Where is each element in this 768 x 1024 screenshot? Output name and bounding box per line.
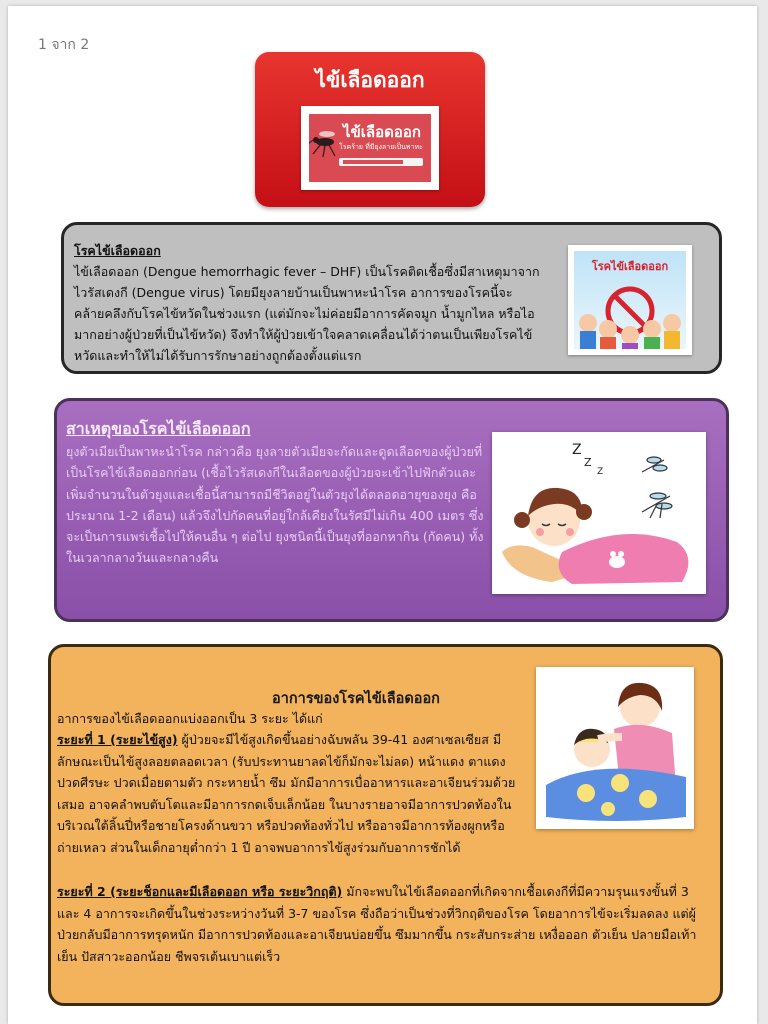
page-indicator: 1 จาก 2 (38, 37, 90, 53)
cause-card (54, 398, 729, 622)
mosquito-icon (642, 457, 672, 518)
svg-text:Z: Z (597, 467, 604, 477)
intro-card (61, 222, 722, 374)
logo-picture (309, 114, 431, 182)
stage1-label: ระยะที่ 1 (ระยะไข้สูง) (57, 732, 178, 747)
sick-child-illustration (536, 667, 694, 829)
svg-text:Z: Z (584, 456, 592, 469)
sleeping-girl-icon (492, 432, 706, 594)
symptom-intro: อาการของไข้เลือดออกแบ่งออกเป็น 3 ระยะ ได้แก่ (57, 711, 323, 726)
symptom-card (48, 644, 723, 1006)
intro-photo-caption: โรคไข้เลือดออก (591, 260, 669, 273)
intro-heading: โรคไข้เลือดออก (74, 243, 161, 258)
cause-heading: สาเหตุของโรคไข้เลือดออก (66, 419, 251, 438)
title-banner (255, 52, 485, 207)
stage1-text: ผู้ป่วยจะมีไข้สูงเกิดขึ้นอย่างฉับพลัน 39-41 องศาเซลเซียส มีลักษณะเป็นไข้สูงลอยตลอดเวลา (รับประทานยาลดไข้ก็มักจะไม่ลด) หน้าแดง ตาแดง ปวดศีรษะ ปวดเมื่อยตามตัว กระหายน้ำ ซึม มักมีอาการเบื่ออาหารและอาเจียนร่วมด้วยเสมอ อาจคลำพบตับโตและมีอาการกดเจ็บเล็กน้อย ในบางรายอาจมีอาการปวดท้องในบริเวณใต้ลิ้นปี่หรือชายโครงด้านขวา หรือปวดท้องทั่วไป หรืออาจมีอาการท้องผูกหรือถ่ายเหลว ส่วนในเด็กอายุต่ำกว่า 1 ปี อาจพบอาการไข้สูงร่วมกับอาการชักได้ (57, 732, 516, 855)
intro-photo-picture (574, 251, 686, 349)
logo-title: ไข้เลือดออก (343, 123, 421, 141)
intro-text: ไข้เลือดออก (Dengue hemorrhagic fever – DHF) เป็นโรคติดเชื้อซึ่งมีสาเหตุมาจากไวรัสเดงกี (Dengue virus) โดยมียุงลายบ้านเป็นพาหะนำโรค อาการของโรคนี้จะคล้ายคลึงกับโรคไข้หวัดในช่วงแรก (แต่มักจะไม่ค่อยมีอาการคัดจมูก น้ำมูกไหล หรือไอมากอย่างผู้ป่วยที่เป็นไข้หวัด) จึงทำให้ผู้ป่วยเข้าใจคลาดเคลื่อนได้ว่าตนเป็นเพียงโรคไข้หวัดและทำให้ไม่ได้รับการรักษาอย่างถูกต้องตั้งแต่แรก (74, 264, 540, 363)
children-illustration-icon (574, 271, 686, 349)
document-page (8, 6, 757, 1024)
sleeping-girl-illustration (492, 432, 706, 594)
stage2-paragraph (57, 881, 697, 967)
stage1-paragraph (57, 729, 522, 858)
stage2-label: ระยะที่ 2 (ระยะช็อกและมีเลือดออก หรือ ระยะวิกฤติ) (57, 884, 343, 899)
logo-image (301, 106, 439, 190)
intro-photo (568, 245, 692, 355)
cause-text: ยุงตัวเมียเป็นพาหะนำโรค กล่าวคือ ยุงลายตัวเมียจะกัดและดูดเลือดของผู้ป่วยที่เป็นโรคไข้เลือดออกก่อน (เชื้อไวรัสเดงกีในเลือดของผู้ป่วยจะเข้าไปฟักตัวและเพิ่มจำนวนในตัวยุงและเชื้อนี้สามารถมีชีวิตอยู่ในตัวยุงได้ตลอดอายุของยุง คือ ประมาณ 1-2 เดือน) แล้วจึงไปกัดคนที่อยู่ใกล้เคียงในรัศมีไม่เกิน 400 เมตร ซึ่งจะเป็นการแพร่เชื้อไปให้คนอื่น ๆ ต่อไป ยุงชนิดนี้เป็นยุงที่ออกหากิน (กัดคน) ทั้งในเวลากลางวันและกลางคืน (66, 444, 484, 566)
logo-subtitle: โรคร้าย ที่มียุงลายเป็นพาหะ (339, 143, 423, 151)
svg-text:Z: Z (572, 442, 582, 458)
sick-child-icon (536, 667, 694, 829)
symptom-heading: อาการของโรคไข้เลือดออก (272, 691, 440, 707)
page-title: ไข้เลือดออก (315, 68, 425, 92)
thermometer-icon (339, 158, 423, 166)
stage2-text: มักจะพบในไข้เลือดออกที่เกิดจากเชื้อเดงกีที่มีความรุนแรงขั้นที่ 3 และ 4 อาการจะเกิดขึ้นในช่วงระหว่างวันที่ 3-7 ของโรค ซึ่งถือว่าเป็นช่วงที่วิกฤติของโรค โดยอาการไข้จะเริ่มลดลง แต่ผู้ป่วยกลับมีอาการทรุดหนัก มีอาการปวดท้องและอาเจียนบ่อยขึ้น ซึมมากขึ้น กระสับกระส่าย เหงื่อออก ตัวเย็น ปลายมือเท้าเย็น ปัสสาวะออกน้อย ชีพจรเต้นเบาแต่เร็ว (57, 884, 697, 964)
